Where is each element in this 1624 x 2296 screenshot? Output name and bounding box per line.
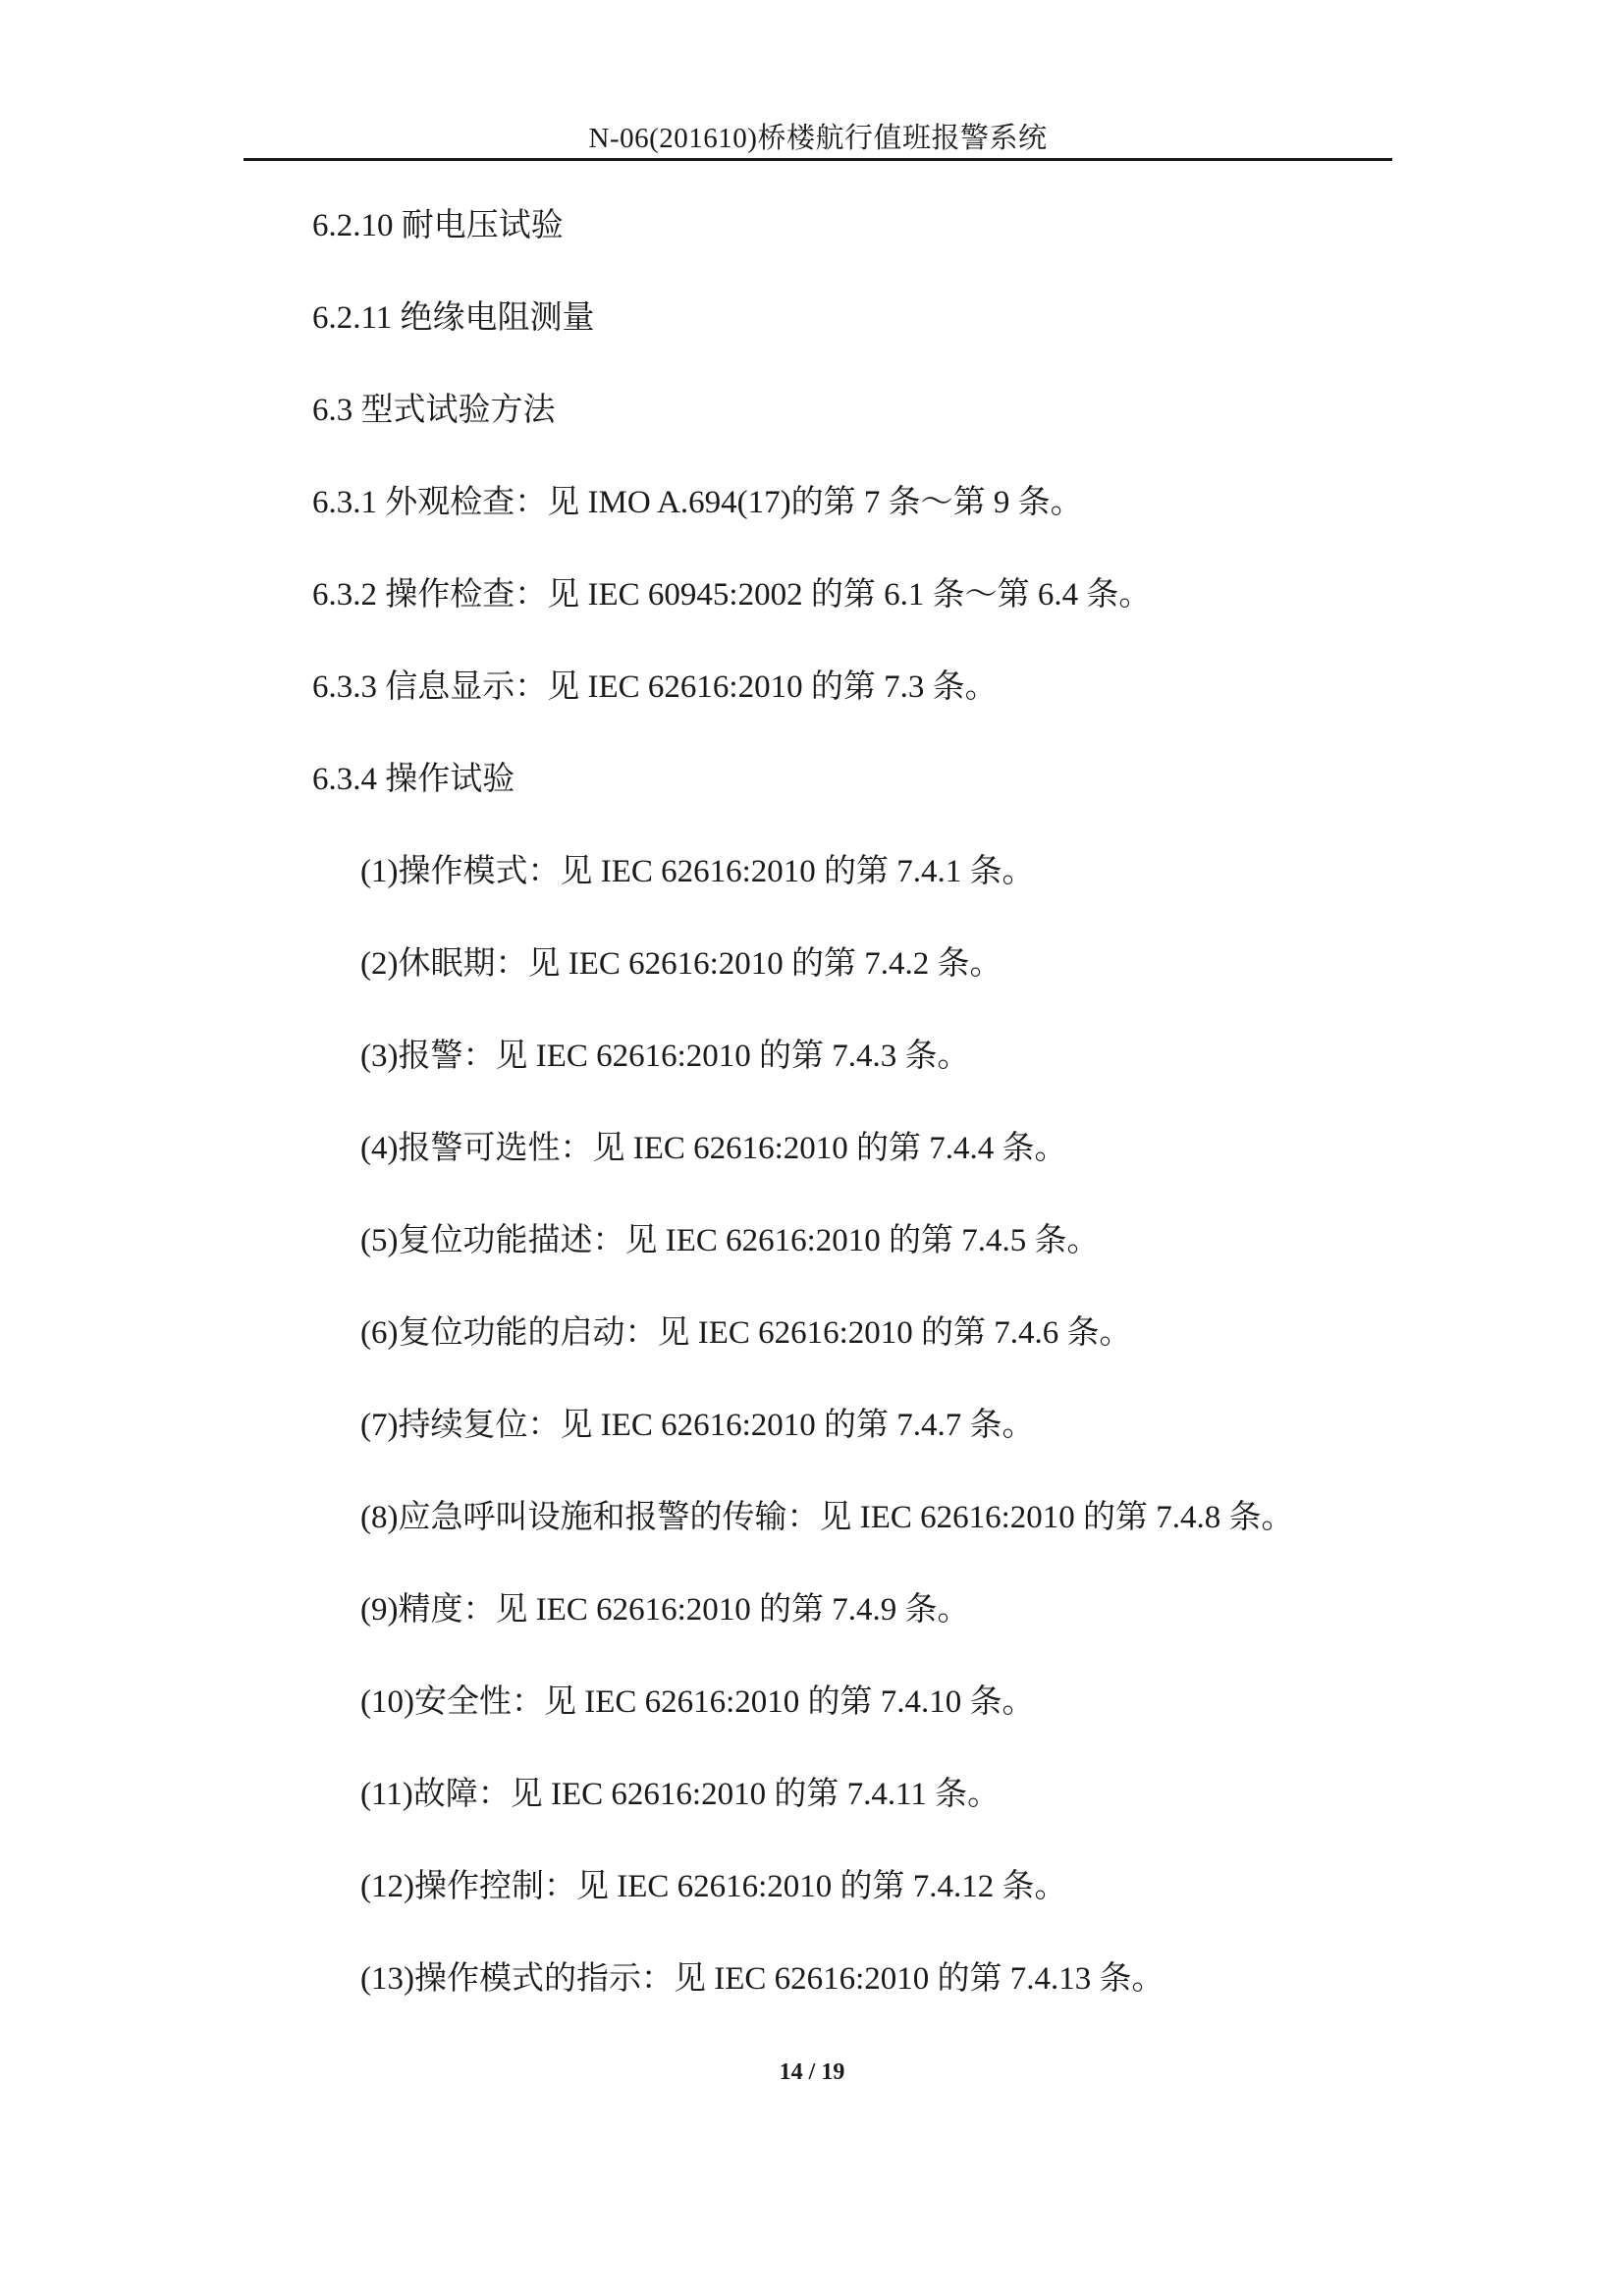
list-item: (7)持续复位：见 IEC 62616:2010 的第 7.4.7 条。 [360,1408,1035,1443]
list-item: (1)操作模式：见 IEC 62616:2010 的第 7.4.1 条。 [360,854,1035,889]
list-item: (3)报警：见 IEC 62616:2010 的第 7.4.3 条。 [360,1039,970,1074]
section-heading: 6.2.11 绝缘电阻测量 [312,300,595,336]
list-item: (12)操作控制：见 IEC 62616:2010 的第 7.4.12 条。 [360,1869,1067,1904]
paragraph-line: 6.3.3 信息显示：见 IEC 62616:2010 的第 7.3 条。 [312,669,998,705]
section-heading: 6.3.4 操作试验 [312,762,515,797]
list-item: (8)应急呼叫设施和报警的传输：见 IEC 62616:2010 的第 7.4.8 条。 [360,1500,1294,1535]
section-heading: 6.2.10 耐电压试验 [312,208,564,243]
header-divider [244,158,1392,161]
paragraph-line: 6.3.1 外观检查：见 IMO A.694(17)的第 7 条～第 9 条。 [312,485,1083,520]
list-item: (4)报警可选性：见 IEC 62616:2010 的第 7.4.4 条。 [360,1131,1067,1166]
page-number: 14 / 19 [779,2059,845,2085]
header-title: N-06(201610)桥楼航行值班报警系统 [588,123,1048,154]
list-item: (13)操作模式的指示：见 IEC 62616:2010 的第 7.4.13 条。 [360,1961,1164,1997]
list-item: (11)故障：见 IEC 62616:2010 的第 7.4.11 条。 [360,1777,1001,1812]
list-item: (10)安全性：见 IEC 62616:2010 的第 7.4.10 条。 [360,1684,1035,1720]
section-heading: 6.3 型式试验方法 [312,393,556,428]
list-item: (6)复位功能的启动：见 IEC 62616:2010 的第 7.4.6 条。 [360,1315,1132,1351]
list-item: (2)休眠期：见 IEC 62616:2010 的第 7.4.2 条。 [360,946,1002,982]
paragraph-line: 6.3.2 操作检查：见 IEC 60945:2002 的第 6.1 条～第 6.4 条。 [312,577,1152,613]
list-item: (9)精度：见 IEC 62616:2010 的第 7.4.9 条。 [360,1592,970,1628]
list-item: (5)复位功能描述：见 IEC 62616:2010 的第 7.4.5 条。 [360,1223,1100,1258]
